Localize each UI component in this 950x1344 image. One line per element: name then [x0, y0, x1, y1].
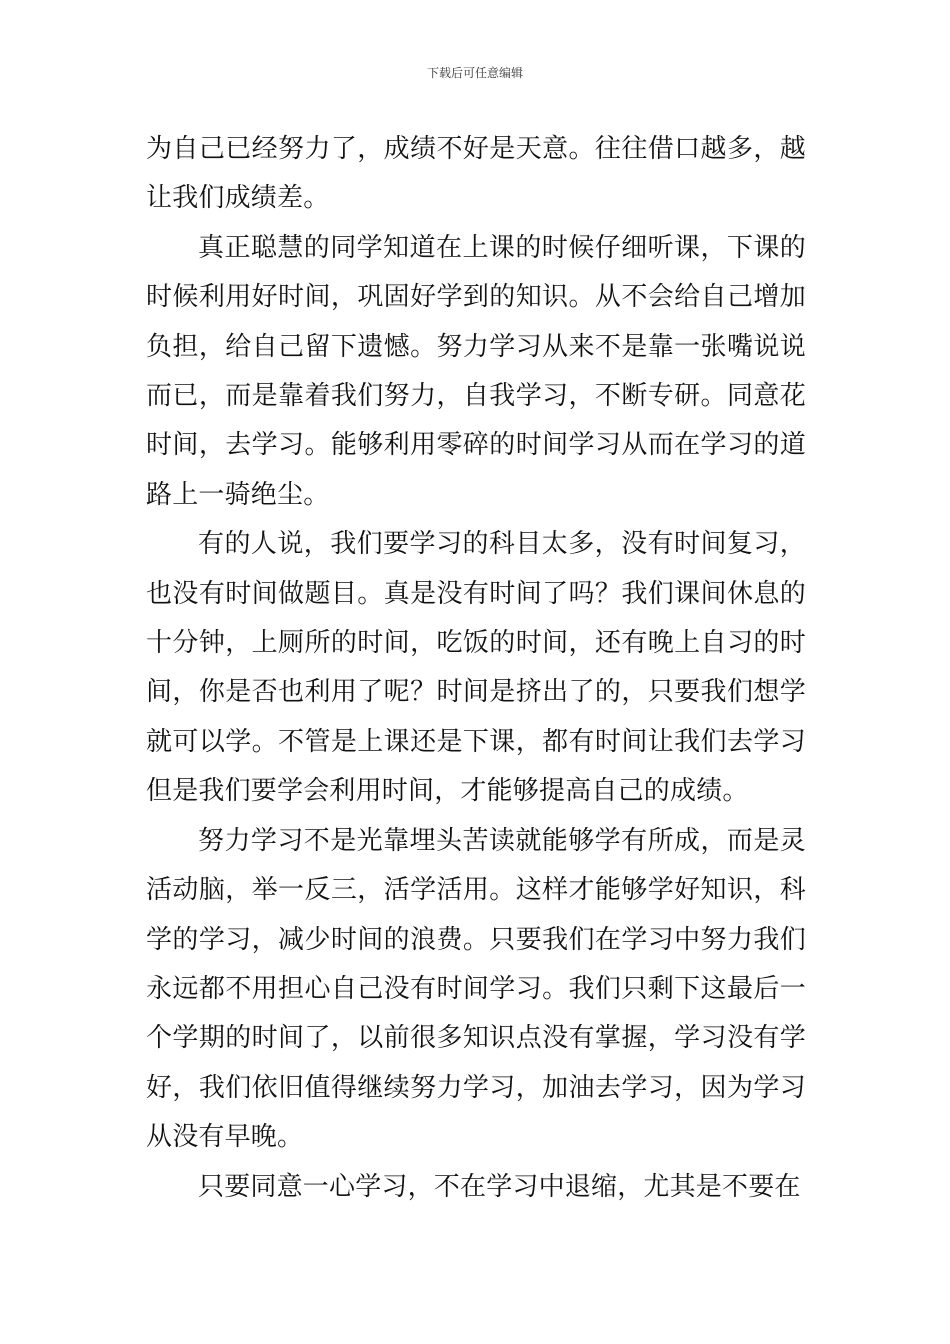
paragraph-1: 为自己已经努力了，成绩不好是天意。往往借口越多，越让我们成绩差。 — [146, 134, 806, 214]
paragraph-5: 只要同意一心学习，不在学习中退缩，尤其是不要在 — [198, 1171, 801, 1202]
paragraph-2: 真正聪慧的同学知道在上课的时候仔细听课，下课的时候利用好时间，巩固好学到的知识。从不会给自己增加负担，给自己留下遗憾。努力学习从来不是靠一张嘴说说而已，而是靠着我们努力，自我学习，不断专研。同意花时间，去学习。能够利用零碎的时间学习从而在学习的道路上一骑绝尘。 — [146, 232, 806, 510]
paragraph-3: 有的人说，我们要学习的科目太多，没有时间复习，也没有时间做题目。真是没有时间了吗？我们课间休息的十分钟，上厕所的时间，吃饭的时间，还有晚上自习的时间，你是否也利用了呢？时间是挤出了的，只要我们想学就可以学。不管是上课还是下课，都有时间让我们去学习但是我们要学会利用时间，才能够提高自己的成绩。 — [146, 529, 806, 807]
page-header: 下载后可任意编辑 — [426, 66, 523, 80]
paragraph-4: 努力学习不是光靠埋头苦读就能够学有所成，而是灵活动脑，举一反三，活学活用。这样才能够学好知识，科学的学习，减少时间的浪费。只要我们在学习中努力我们永远都不用担心自己没有时间学习。我们只剩下这最后一个学期的时间了，以前很多知识点没有掌握，学习没有学好，我们依旧值得继续努力学习，加油去学习，因为学习从没有早晚。 — [146, 825, 806, 1153]
document-body — [146, 125, 806, 1212]
